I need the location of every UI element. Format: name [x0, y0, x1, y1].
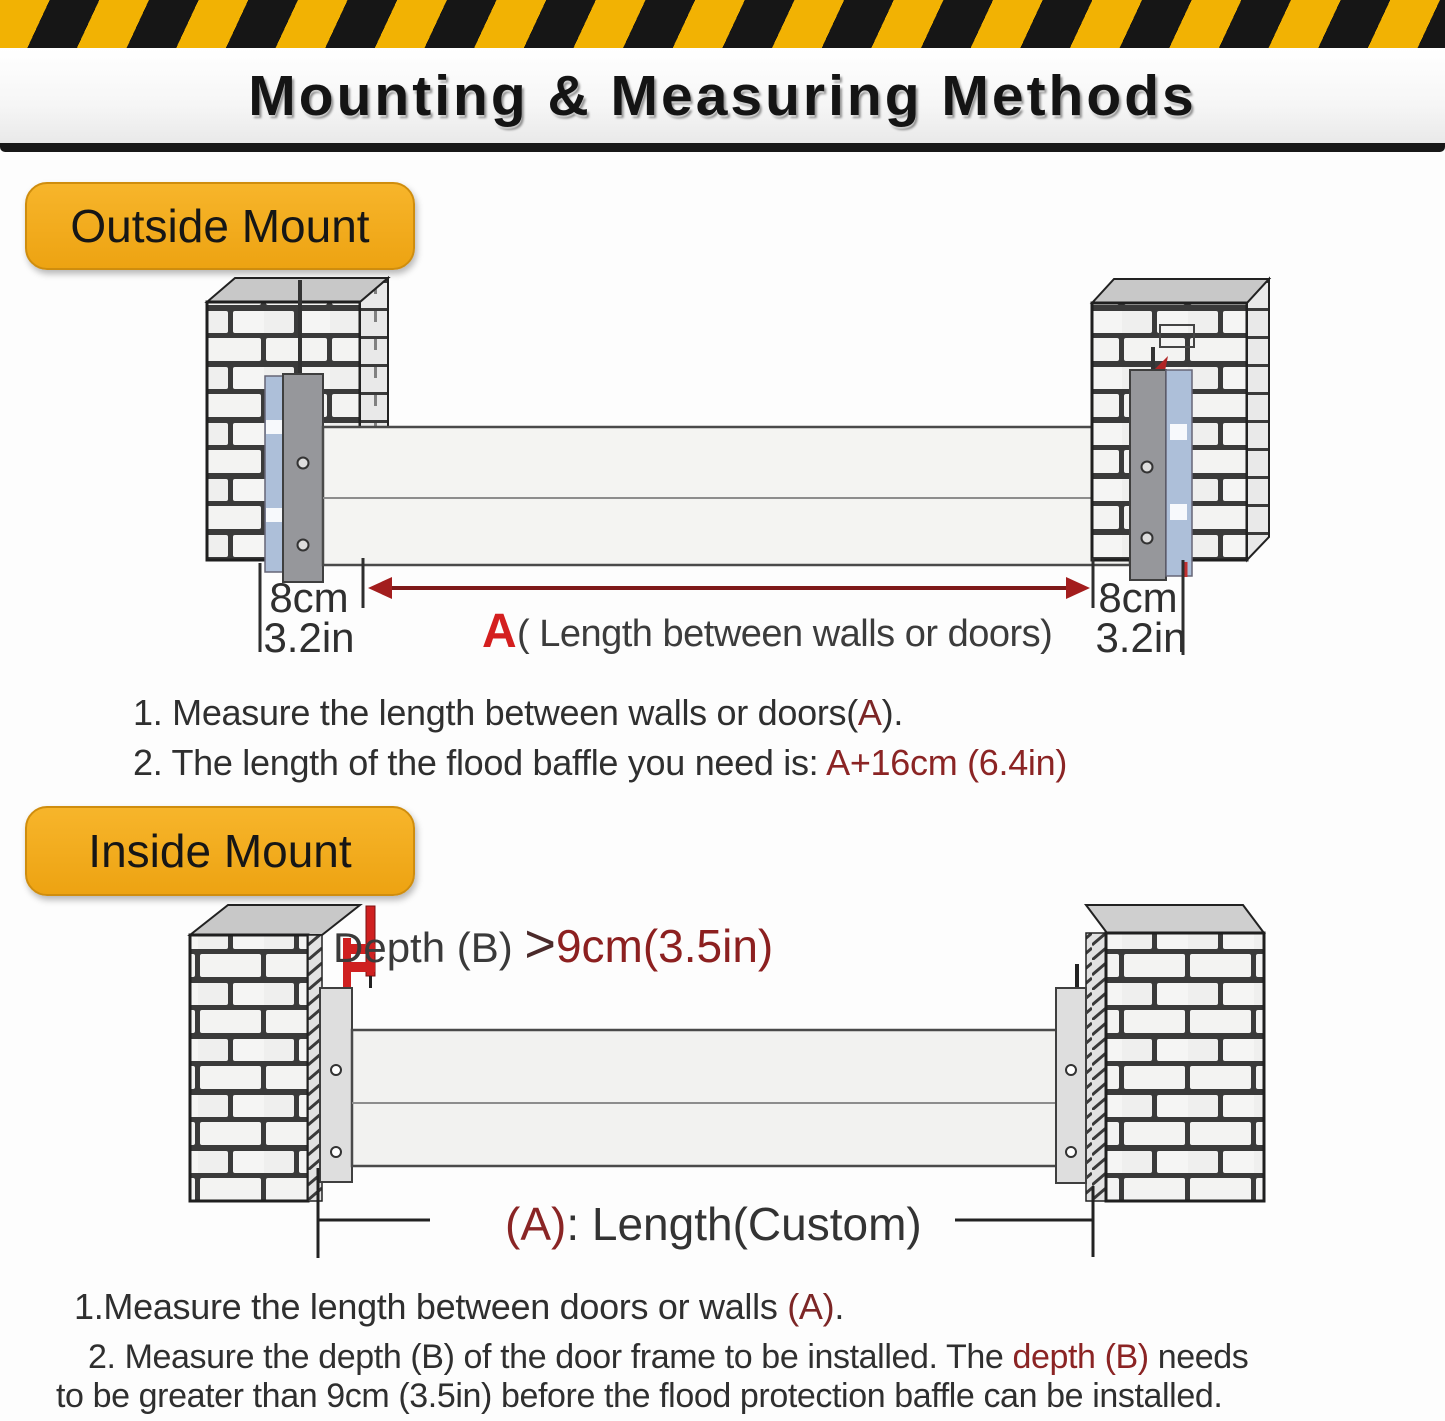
- step-variable: A: [857, 692, 882, 733]
- step-text: 1. Measure the length between walls or doors(: [133, 692, 858, 733]
- inside-mount-diagram: [0, 895, 1445, 1270]
- seal-strip: [265, 376, 283, 572]
- screw-hole: [331, 1065, 341, 1075]
- arrowhead-right-icon: [1066, 577, 1090, 599]
- step-text: 2. Measure the depth (B) of the door frame to be installed. The: [88, 1338, 1013, 1376]
- inside-left-mounting-channel: [320, 988, 352, 1182]
- title-underline-bar: [0, 143, 1445, 152]
- depth-note-comparator: >: [524, 914, 556, 974]
- inside-mount-badge-label: Inside Mount: [88, 825, 352, 877]
- step-text: ).: [881, 692, 904, 733]
- screw-hole: [298, 458, 309, 469]
- depth-note-label: Depth (B): [333, 924, 525, 971]
- screw-hole: [1066, 1065, 1076, 1075]
- step-text: .: [834, 1286, 845, 1327]
- span-variable: (A): [505, 1198, 567, 1250]
- inside-step-2-line1: [88, 1338, 1248, 1377]
- anchor-bolt: [1075, 964, 1079, 988]
- right-offset-in-label: 3.2in: [1095, 614, 1187, 661]
- step-highlight: depth (B): [1012, 1338, 1149, 1376]
- screw-hole: [1066, 1147, 1076, 1157]
- step-highlight: A+16cm (6.4in): [826, 742, 1068, 783]
- left-offset-in-label: 3.2in: [263, 614, 355, 661]
- inside-right-mounting-channel: [1056, 988, 1086, 1183]
- outside-left-mounting-channel: [265, 374, 323, 582]
- span-text: : Length(Custom): [566, 1198, 922, 1250]
- outside-step-2: [133, 742, 1067, 784]
- outside-mount-badge-label: Outside Mount: [70, 200, 370, 252]
- step-variable: (A): [787, 1286, 835, 1327]
- left-offset-cm-label: 8cm: [269, 574, 349, 621]
- inside-flood-barrier-panel: [352, 1030, 1058, 1166]
- inside-mount-badge: [25, 806, 415, 896]
- inside-step-1: [74, 1286, 844, 1328]
- outside-flood-barrier-panel: [323, 427, 1130, 565]
- seal-strip: [1166, 370, 1192, 576]
- hazard-stripe-banner: [0, 0, 1445, 48]
- step-text: to be greater than 9cm (3.5in) before the flood protection baffle can be installed.: [56, 1377, 1223, 1415]
- outside-mount-diagram: [0, 255, 1445, 680]
- span-variable-label: A: [482, 605, 517, 658]
- inside-right-pillar: [1075, 905, 1264, 1201]
- screw-hole: [1142, 533, 1153, 544]
- page-title: Mounting & Measuring Methods: [248, 63, 1197, 128]
- screw-hole: [298, 540, 309, 551]
- anchor-bolt: [298, 280, 302, 378]
- span-description-label: ( Length between walls or doors): [517, 613, 1053, 655]
- step-text: needs: [1148, 1338, 1249, 1376]
- step-text: 2. The length of the flood baffle you need is:: [133, 742, 827, 783]
- inside-span-label: [505, 1198, 922, 1250]
- depth-note: [333, 914, 773, 974]
- right-offset-cm-label: 8cm: [1098, 574, 1178, 621]
- depth-note-value: 9cm(3.5in): [555, 920, 774, 972]
- screw-hole: [331, 1147, 341, 1157]
- outside-step-1: [133, 692, 903, 734]
- arrowhead-left-icon: [368, 577, 392, 599]
- outside-right-mounting-channel: [1130, 370, 1192, 580]
- inside-step-2-line2: [56, 1377, 1222, 1416]
- screw-hole: [1142, 462, 1153, 473]
- step-text: 1.Measure the length between doors or walls: [74, 1286, 788, 1327]
- span-arrow: [368, 577, 1090, 599]
- title-band: [0, 48, 1445, 143]
